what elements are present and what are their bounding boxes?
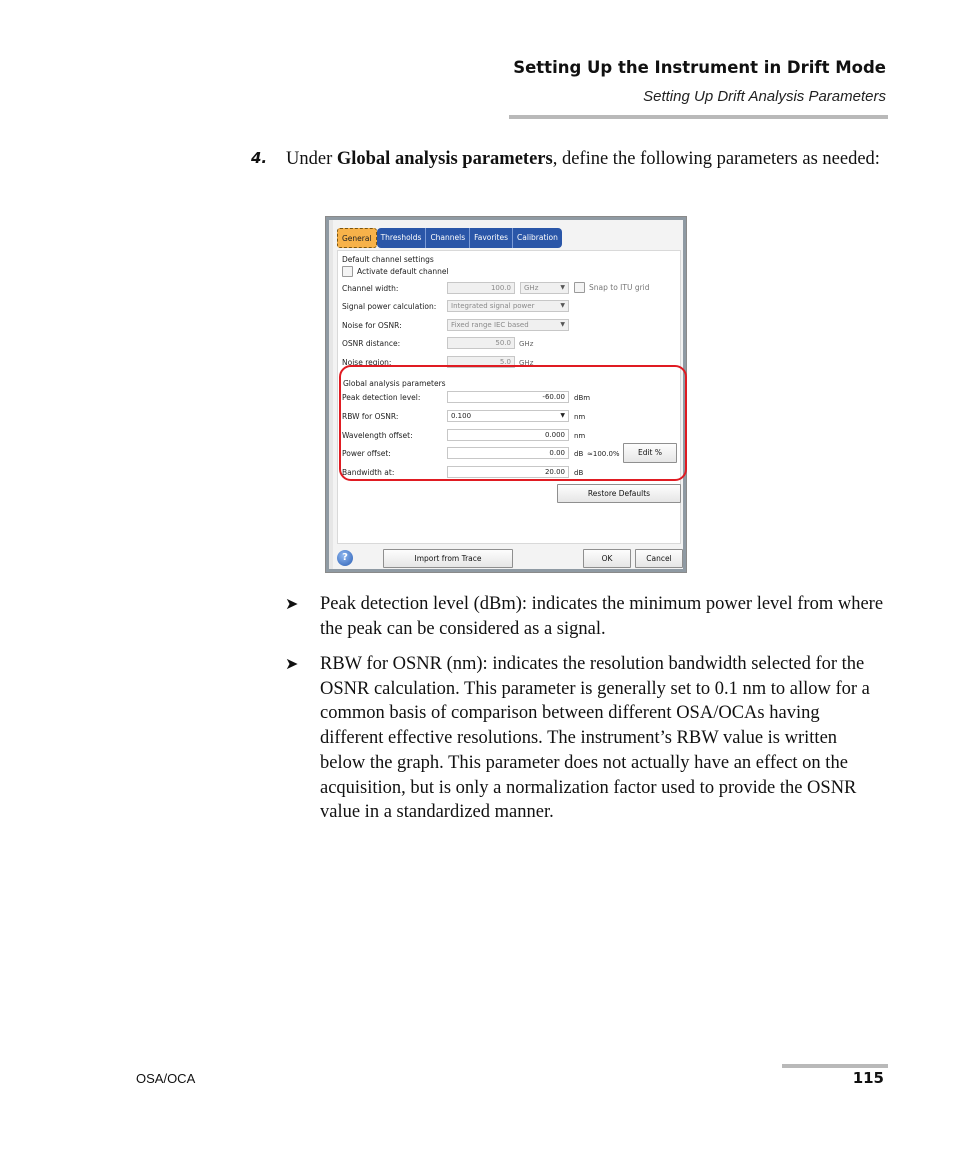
noise-region-unit: GHz <box>519 359 534 367</box>
restore-defaults-button[interactable]: Restore Defaults <box>557 484 681 503</box>
page-header-subtitle: Setting Up Drift Analysis Parameters <box>643 88 886 105</box>
bandwidth-at-unit: dB <box>574 469 584 477</box>
rbw-for-osnr-value: 0.100 <box>451 412 472 420</box>
signal-power-calculation-value: Integrated signal power <box>451 302 535 310</box>
channel-width-input[interactable]: 100.0 <box>447 282 515 294</box>
tab-thresholds[interactable]: Thresholds <box>377 228 427 248</box>
power-offset-unit: dB <box>574 450 584 458</box>
import-from-trace-button[interactable]: Import from Trace <box>383 549 513 568</box>
wavelength-offset-unit: nm <box>574 432 586 440</box>
header-rule <box>509 115 888 119</box>
page-number: 115 <box>852 1069 884 1087</box>
wavelength-offset-input[interactable]: 0.000 <box>447 429 569 441</box>
cancel-button[interactable]: Cancel <box>635 549 683 568</box>
snap-itu-grid-checkbox[interactable] <box>574 282 585 293</box>
global-analysis-parameters-title: Global analysis parameters <box>343 379 446 388</box>
channel-width-unit-select[interactable] <box>520 282 569 294</box>
bullet-text: Peak detection level (dBm): indicates the minimum power level from where the peak can be considered as a signal. <box>320 594 884 639</box>
peak-detection-level-input[interactable]: -60.00 <box>447 391 569 403</box>
chevron-down-icon: ▼ <box>560 302 565 309</box>
osnr-distance-unit: GHz <box>519 340 534 348</box>
tab-bar <box>337 228 562 248</box>
page-header-title: Setting Up the Instrument in Drift Mode <box>513 58 886 77</box>
power-offset-percent: ≈100.0% <box>587 450 620 458</box>
channel-width-label: Channel width: <box>342 284 399 293</box>
chevron-down-icon: ▼ <box>560 321 565 328</box>
step-text <box>286 147 886 172</box>
tab-general[interactable]: General <box>337 228 377 248</box>
general-panel <box>337 250 681 544</box>
activate-default-channel-checkbox[interactable] <box>342 266 353 277</box>
osnr-distance-label: OSNR distance: <box>342 339 401 348</box>
peak-detection-level-label: Peak detection level: <box>342 393 421 402</box>
wavelength-offset-label: Wavelength offset: <box>342 431 413 440</box>
rbw-for-osnr-select[interactable] <box>447 410 569 422</box>
rbw-for-osnr-unit: nm <box>574 413 586 421</box>
power-offset-input[interactable]: 0.00 <box>447 447 569 459</box>
tab-channels[interactable]: Channels <box>426 228 470 248</box>
noise-for-osnr-label: Noise for OSNR: <box>342 321 402 330</box>
dialog-screenshot <box>325 216 687 573</box>
edit-percent-button[interactable]: Edit % <box>623 443 677 463</box>
arrow-bullet-icon: ➤ <box>285 654 299 673</box>
step-text-bold: Global analysis parameters <box>336 149 553 169</box>
footer-rule <box>782 1064 888 1068</box>
default-channel-settings-title: Default channel settings <box>342 255 434 264</box>
bandwidth-at-label: Bandwidth at: <box>342 468 395 477</box>
noise-for-osnr-select[interactable] <box>447 319 569 331</box>
noise-region-input[interactable]: 5.0 <box>447 356 515 368</box>
noise-for-osnr-value: Fixed range IEC based <box>451 321 529 329</box>
peak-detection-level-unit: dBm <box>574 394 591 402</box>
rbw-for-osnr-label: RBW for OSNR: <box>342 412 399 421</box>
power-offset-label: Power offset: <box>342 449 391 458</box>
bandwidth-at-input[interactable]: 20.00 <box>447 466 569 478</box>
signal-power-calculation-select[interactable] <box>447 300 569 312</box>
chevron-down-icon: ▼ <box>560 412 565 419</box>
activate-default-channel-label: Activate default channel <box>357 267 449 276</box>
arrow-bullet-icon: ➤ <box>285 594 299 613</box>
bullet-text: RBW for OSNR (nm): indicates the resolution bandwidth selected for the OSNR calculation. This parameter is generally set to 0.1 nm to allow for a common basis of comparison between different OSA/OCAs having different effective resolutions. The instrument’s RBW value is written below the graph. This parameter does not actually have an effect on the acquisition, but is only a normalization factor used to provide the OSNR value in a standardized manner. <box>320 654 870 823</box>
step-number: 4. <box>251 149 268 167</box>
noise-region-label: Noise region: <box>342 358 392 367</box>
dialog-left-edge <box>329 220 333 569</box>
help-icon[interactable]: ? <box>337 550 353 566</box>
osnr-distance-input[interactable]: 50.0 <box>447 337 515 349</box>
channel-width-unit-value: GHz <box>524 284 539 292</box>
snap-itu-grid-label: Snap to ITU grid <box>589 283 650 292</box>
analysis-setup-dialog <box>329 220 683 569</box>
step-text-after: , define the following parameters as needed: <box>552 149 880 169</box>
signal-power-calculation-label: Signal power calculation: <box>342 302 437 311</box>
step-text-before: Under <box>286 149 337 169</box>
footer-product: OSA/OCA <box>136 1071 196 1086</box>
chevron-down-icon: ▼ <box>560 284 565 291</box>
ok-button[interactable]: OK <box>583 549 631 568</box>
tab-calibration[interactable]: Calibration <box>513 228 562 248</box>
tab-favorites[interactable]: Favorites <box>470 228 513 248</box>
